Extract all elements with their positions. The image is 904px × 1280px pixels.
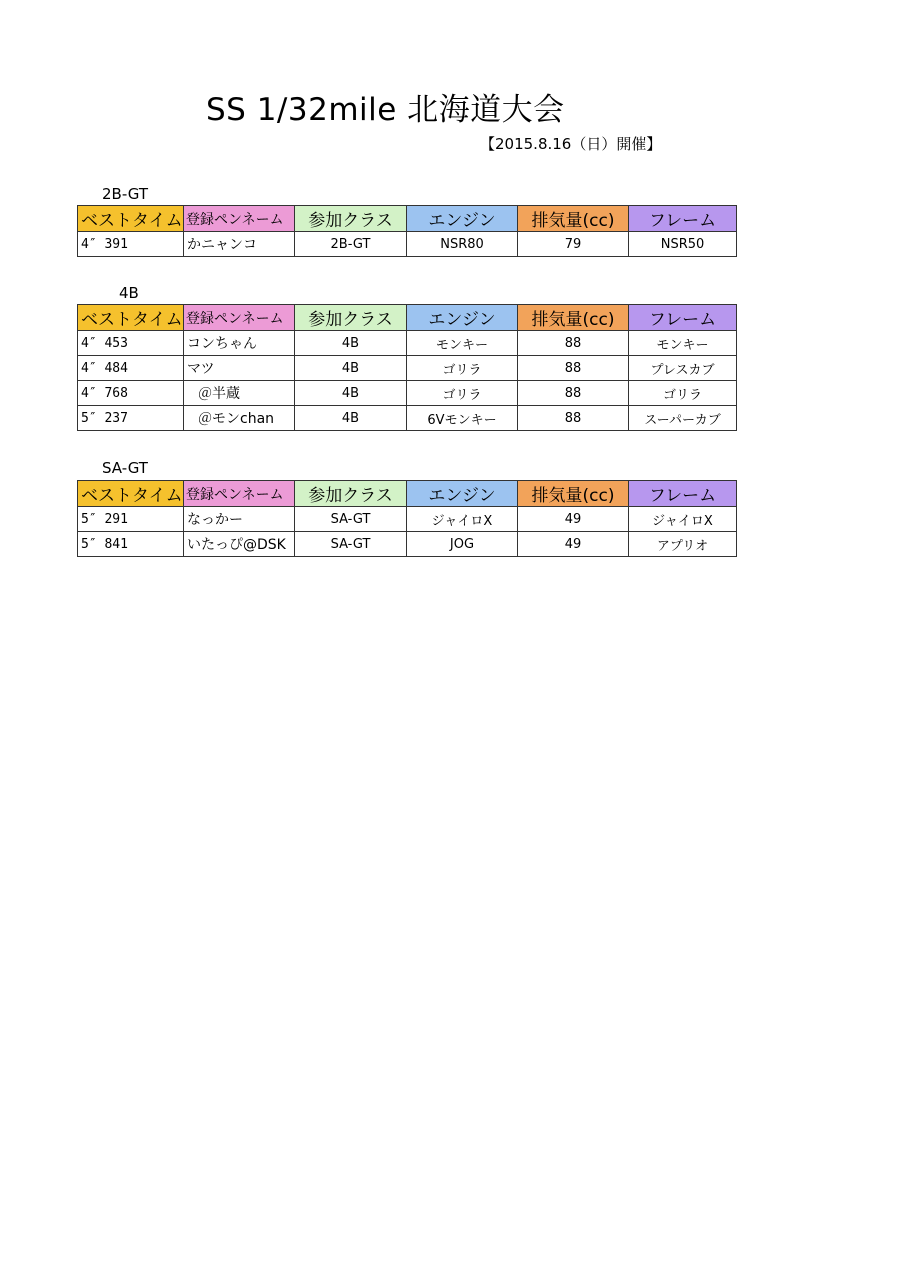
cell-pen-name: マツ bbox=[184, 356, 295, 381]
section-label-4b: 4B bbox=[119, 284, 139, 302]
cell-displacement: 79 bbox=[518, 232, 629, 257]
cell-best-time: 5″ 291 bbox=[78, 507, 184, 532]
header-pen-name: 登録ペンネーム bbox=[184, 481, 295, 507]
table-header-row bbox=[78, 305, 737, 331]
cell-best-time: 5″ 841 bbox=[78, 532, 184, 557]
header-best-time: ベストタイム bbox=[78, 305, 184, 331]
table-row bbox=[78, 331, 737, 356]
header-displacement: 排気量(cc) bbox=[518, 481, 629, 507]
header-frame: フレーム bbox=[629, 481, 737, 507]
cell-displacement: 49 bbox=[518, 507, 629, 532]
header-displacement: 排気量(cc) bbox=[518, 206, 629, 232]
header-class: 参加クラス bbox=[295, 206, 407, 232]
cell-engine: ゴリラ bbox=[407, 381, 518, 406]
cell-pen-name: かニャンコ bbox=[184, 232, 295, 257]
cell-frame: ゴリラ bbox=[629, 381, 737, 406]
header-frame: フレーム bbox=[629, 305, 737, 331]
table-row bbox=[78, 507, 737, 532]
cell-pen-name: いたっぴ@DSK bbox=[184, 532, 295, 557]
header-class: 参加クラス bbox=[295, 481, 407, 507]
cell-pen-name: ＠半蔵 bbox=[184, 381, 295, 406]
cell-engine: ゴリラ bbox=[407, 356, 518, 381]
cell-frame: モンキー bbox=[629, 331, 737, 356]
results-table-4b bbox=[77, 304, 737, 431]
header-frame: フレーム bbox=[629, 206, 737, 232]
cell-pen-name: コンちゃん bbox=[184, 331, 295, 356]
cell-class: 2B-GT bbox=[295, 232, 407, 257]
table-row bbox=[78, 406, 737, 431]
page-title: SS 1/32mile 北海道大会 bbox=[206, 92, 565, 128]
table-header-row bbox=[78, 206, 737, 232]
cell-class: SA-GT bbox=[295, 507, 407, 532]
header-pen-name: 登録ペンネーム bbox=[184, 305, 295, 331]
cell-frame: スーパーカブ bbox=[629, 406, 737, 431]
table-header-row bbox=[78, 481, 737, 507]
cell-frame: プレスカブ bbox=[629, 356, 737, 381]
cell-frame: NSR50 bbox=[629, 232, 737, 257]
header-engine: エンジン bbox=[407, 206, 518, 232]
cell-frame: ジャイロX bbox=[629, 507, 737, 532]
cell-displacement: 88 bbox=[518, 331, 629, 356]
cell-best-time: 4″ 768 bbox=[78, 381, 184, 406]
section-label-2b-gt: 2B-GT bbox=[102, 185, 149, 203]
cell-displacement: 88 bbox=[518, 406, 629, 431]
cell-displacement: 88 bbox=[518, 381, 629, 406]
cell-best-time: 5″ 237 bbox=[78, 406, 184, 431]
cell-frame: アプリオ bbox=[629, 532, 737, 557]
table-row bbox=[78, 381, 737, 406]
event-date: 【2015.8.16（日）開催】 bbox=[480, 135, 662, 153]
cell-class: SA-GT bbox=[295, 532, 407, 557]
header-pen-name: 登録ペンネーム bbox=[184, 206, 295, 232]
table-row bbox=[78, 532, 737, 557]
section-label-sa-gt: SA-GT bbox=[102, 459, 148, 477]
cell-engine: モンキー bbox=[407, 331, 518, 356]
cell-best-time: 4″ 453 bbox=[78, 331, 184, 356]
header-best-time: ベストタイム bbox=[78, 481, 184, 507]
cell-engine: NSR80 bbox=[407, 232, 518, 257]
cell-displacement: 88 bbox=[518, 356, 629, 381]
cell-best-time: 4″ 484 bbox=[78, 356, 184, 381]
header-class: 参加クラス bbox=[295, 305, 407, 331]
header-engine: エンジン bbox=[407, 305, 518, 331]
cell-engine: ジャイロX bbox=[407, 507, 518, 532]
header-engine: エンジン bbox=[407, 481, 518, 507]
cell-engine: 6Vモンキー bbox=[407, 406, 518, 431]
results-table-sa-gt bbox=[77, 480, 737, 557]
table-row bbox=[78, 232, 737, 257]
cell-pen-name: ＠モンchan bbox=[184, 406, 295, 431]
cell-class: 4B bbox=[295, 331, 407, 356]
header-displacement: 排気量(cc) bbox=[518, 305, 629, 331]
cell-class: 4B bbox=[295, 356, 407, 381]
header-best-time: ベストタイム bbox=[78, 206, 184, 232]
cell-displacement: 49 bbox=[518, 532, 629, 557]
results-table-2b-gt bbox=[77, 205, 737, 257]
cell-engine: JOG bbox=[407, 532, 518, 557]
cell-class: 4B bbox=[295, 381, 407, 406]
cell-best-time: 4″ 391 bbox=[78, 232, 184, 257]
cell-class: 4B bbox=[295, 406, 407, 431]
cell-pen-name: なっかー bbox=[184, 507, 295, 532]
table-row bbox=[78, 356, 737, 381]
